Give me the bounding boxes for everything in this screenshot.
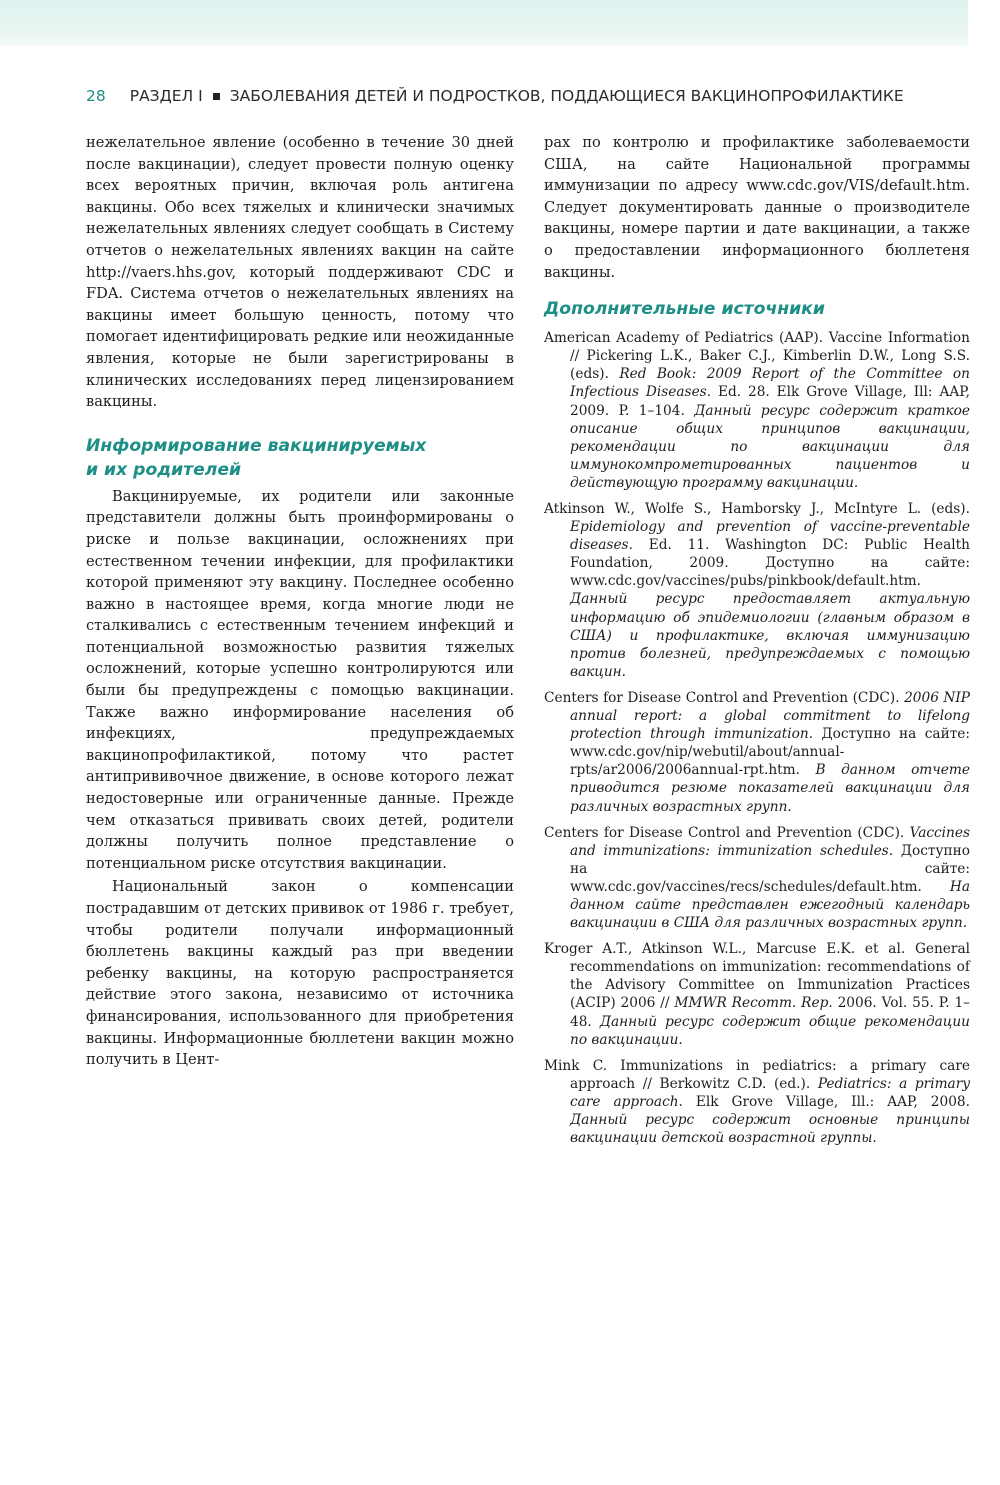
ref-details: Ed. 11. Washington DC: Public Health Foundation, 2009. Доступно на сайте: www.cdc.gov/vaccines/pubs/pinkbook/default.htm.: [570, 537, 970, 590]
ref-plain: Mink C. Immunizations in pediatrics: a primary care approach // Berkowitz C.D. (ed.).: [544, 1057, 970, 1092]
ref-title: Epidemiology and prevention of vaccine-preventable diseases.: [570, 519, 970, 554]
right-column: [544, 132, 970, 1155]
heading-line-1: Информирование вакцинируемых: [86, 435, 427, 456]
reference-item: [544, 940, 970, 1049]
left-column: [86, 132, 514, 1071]
heading-line-2: и их родителей: [86, 459, 242, 480]
ref-details: Доступно на сайте: www.cdc.gov/nip/webutil/about/annual-rpts/ar2006/2006annual-rpt.htm.: [570, 726, 970, 779]
body-paragraph-2: Национальный закон о компенсации пострадавшим от детских прививок от 1986 г. требует, чтобы родители получали информационный бюллетень вакцины каждый раз при введении ребенку вакцины, на которую распространяется действие этого закона, независимо от источника финансирования, использованного для приобретения вакцины. Информационные бюллетени вакцин можно получить в Цент-: [86, 878, 514, 1069]
top-color-band: [0, 0, 968, 46]
reference-item: [544, 824, 970, 933]
square-bullet-icon: [213, 93, 220, 100]
section-heading-informing: [86, 434, 514, 482]
ref-note: Данный ресурс предоставляет актуальную информацию об эпидемиологии (главным образом в США) и профилактике, включая иммунизацию против болезней, предупреждаемых с помощью вакцин.: [570, 591, 970, 680]
ref-title: 2006 NIP annual report: a global commitment to lifelong protection through immunization.: [570, 689, 971, 743]
reference-list: [544, 329, 970, 1147]
continued-paragraph: рах по контролю и профилактике заболеваемости США, на сайте Национальной программы иммунизации по адресу www.cdc.gov/VIS/default.htm. Следует документировать данные о производителе вакцины, номере партии и дате вакцинации, а также о предоставлении информационного бюллетеня вакцины.: [544, 134, 970, 281]
ref-plain: Kroger A.T., Atkinson W.L., Marcuse E.K. et al. General recommendations on immunization: recommendations of the Advisory Committee on Immunization Practices (ACIP) 2006 //: [544, 941, 970, 1012]
ref-details: Доступно на сайте: www.cdc.gov/vaccines/recs/schedules/default.htm.: [570, 842, 970, 895]
body-paragraph-1: Вакцинируемые, их родители или законные представители должны быть проинформированы о риске и пользе вакцинации, осложнениях при естественном течении инфекции, для профилактики которой применяют эту вакцину. Последнее особенно важно в настоящее время, когда многие люди не сталкивались с естественным течением инфекций и потенциальной возможностью развития тяжелых осложнений, которые успешно контролируются или были бы предупреждены с помощью вакцинации. Также важно информирование населения об инфекциях, предупреждаемых вакцинопрофилактикой, потому что растет антипрививочное движение, в основе которого лежат недостоверные или ограниченные данные. Прежде чем отказаться прививать своих детей, родители должны получить полное представление о потенциальном риске отсутствия вакцинации.: [86, 487, 514, 872]
ref-details: 2006. Vol. 55. P. 1–48.: [570, 995, 971, 1030]
reference-item: [544, 500, 970, 681]
reference-item: [544, 689, 970, 816]
ref-plain: Centers for Disease Control and Prevention (CDC).: [544, 689, 905, 706]
page-number: 28: [86, 87, 106, 105]
ref-note: Данный ресурс содержит краткое описание общих принципов вакцинации, рекомендации по вакцинации для иммунокомпрометированных пациентов и действующую программу вакцинации.: [570, 402, 970, 491]
ref-plain: Atkinson W., Wolfe S., Hamborsky J., McIntyre L. (eds).: [544, 501, 970, 517]
intro-paragraph: нежелательное явление (особенно в течение 30 дней после вакцинации), следует провести полную оценку всех вероятных причин, включая роль антигена вакцины. Обо всех тяжелых и клинически значимых нежелательных явлениях следует сообщать в Систему отчетов о нежелательных явлениях вакцин на сайте http://vaers.hhs.gov, который поддерживают CDC и FDA. Система отчетов о нежелательных явлениях на вакцины имеет большую ценность, потому что помогает идентифицировать редкие или неожиданные явления, которые не были зарегистрированы в клинических исследованиях перед лицензированием вакцины.: [86, 134, 514, 411]
reference-item: [544, 1057, 970, 1147]
ref-details: Ed. 28. Elk Grove Village, Ill: AAP, 2009. P. 1–104.: [570, 384, 970, 419]
ref-note: В данном отчете приводится резюме показателей вакцинации для различных возрастных групп.: [570, 762, 970, 815]
reference-item: [544, 329, 970, 492]
section-heading-sources: Дополнительные источники: [544, 299, 825, 320]
ref-title: MMWR Recomm. Rep.: [674, 995, 833, 1012]
ref-title: Vaccines and immunizations: immunization schedules.: [570, 824, 970, 859]
ref-plain: American Academy of Pediatrics (AAP). Vaccine Information // Pickering L.K., Baker C.J., Kimberlin D.W., Long S.S. (eds).: [544, 330, 970, 383]
ref-note: Данный ресурс содержит основные принципы вакцинации детской возрастной группы.: [570, 1112, 970, 1147]
section-label: РАЗДЕЛ I: [129, 87, 203, 105]
ref-title: Red Book: 2009 Report of the Committee on Infectious Diseases.: [570, 366, 970, 401]
ref-title: Pediatrics: a primary care approach.: [570, 1075, 970, 1110]
ref-note: На данном сайте представлен ежегодный календарь вакцинации в США для различных возрастных групп.: [570, 878, 970, 932]
running-head: [86, 84, 966, 108]
ref-plain: Centers for Disease Control and Prevention (CDC).: [544, 824, 910, 841]
chapter-title: ЗАБОЛЕВАНИЯ ДЕТЕЙ И ПОДРОСТКОВ, ПОДДАЮЩИЕСЯ ВАКЦИНОПРОФИЛАКТИКЕ: [229, 87, 904, 105]
ref-note: Данный ресурс содержит общие рекомендации по вакцинации.: [570, 1013, 970, 1048]
ref-details: Elk Grove Village, Ill.: AAP, 2008.: [682, 1093, 970, 1110]
